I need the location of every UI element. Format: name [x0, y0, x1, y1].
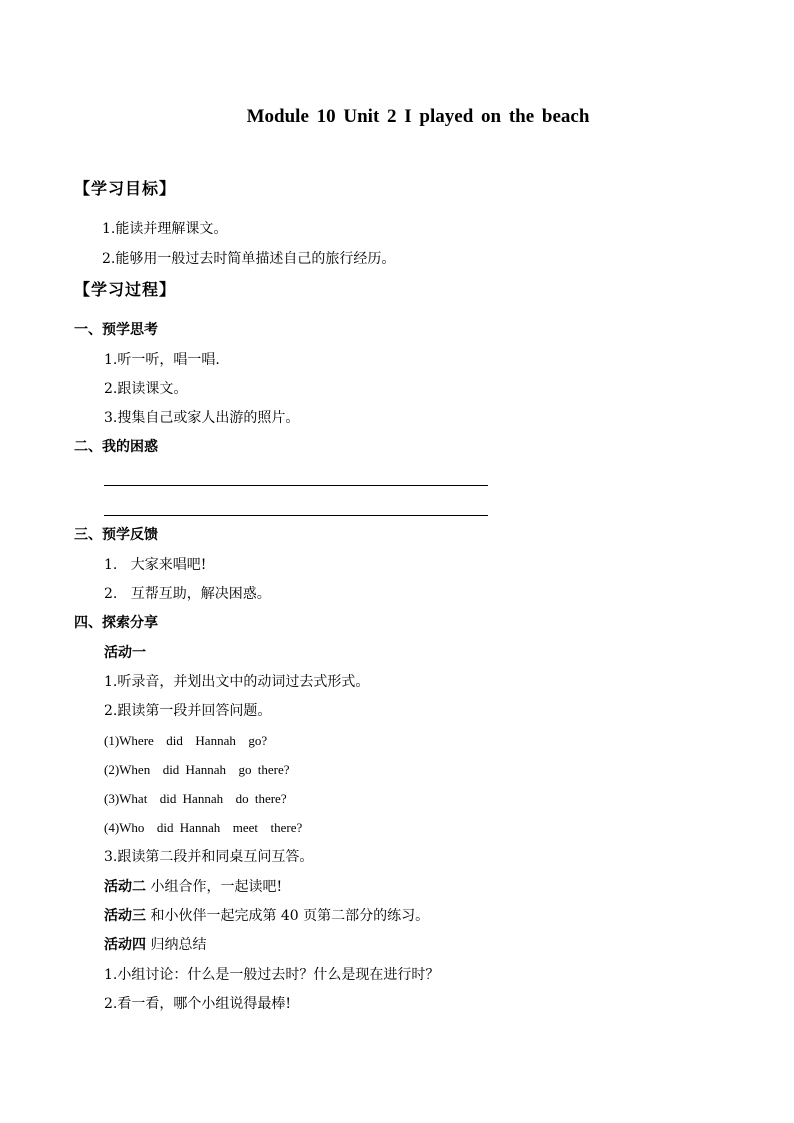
section-3-item-1: 1. 大家来唱吧! [104, 557, 207, 573]
activity-4-item-1: 1.小组讨论：什么是一般过去时？什么是现在进行时？ [104, 967, 440, 983]
section-3-item-2: 2. 互帮互助，解决困惑。 [104, 586, 271, 602]
activity-4-row [104, 936, 206, 954]
activity-3-row [104, 907, 429, 925]
activity-4-text: 归纳总结 [150, 937, 207, 953]
activity-4-item-2: 2.看一看，哪个小组说得最棒! [104, 996, 291, 1012]
goal-item-1: 1.能读并理解课文。 [102, 221, 228, 237]
question-4: (4)Who did Hannah meet there? [104, 820, 303, 835]
goals-heading: 【学习目标】 [74, 179, 177, 198]
activity-3-text: 和小伙伴一起完成第 40 页第二部分的练习。 [150, 908, 430, 924]
question-3: (3)What did Hannah do there? [104, 791, 287, 806]
answer-line-2[interactable] [104, 515, 488, 516]
question-2: (2)When did Hannah go there? [104, 762, 290, 777]
activity-2-text: 小组合作，一起读吧! [150, 879, 283, 895]
activity-2-row [104, 878, 282, 896]
section-1-item-3: 3.搜集自己或家人出游的照片。 [104, 410, 300, 426]
question-1: (1)Where did Hannah go? [104, 733, 268, 748]
section-1-item-2: 2.跟读课文。 [104, 381, 188, 397]
section-1-item-1: 1.听一听，唱一唱. [104, 352, 220, 368]
activity-2-label: 活动二 [104, 879, 146, 895]
activity-4-label: 活动四 [104, 937, 146, 953]
activity-1-after: 3.跟读第二段并和同桌互问互答。 [104, 849, 314, 865]
answer-line-1[interactable] [104, 485, 488, 486]
section-3-heading: 三、预学反馈 [74, 527, 158, 543]
activity-1-label: 活动一 [104, 645, 146, 661]
activity-1-item-1: 1.听录音，并划出文中的动词过去式形式。 [104, 674, 370, 690]
page-title: Module 10 Unit 2 I played on the beach [246, 106, 590, 127]
activity-1-item-2: 2.跟读第一段并回答问题。 [104, 703, 272, 719]
goal-item-2: 2.能够用一般过去时简单描述自己的旅行经历。 [102, 251, 396, 267]
section-2-heading: 二、我的困惑 [74, 439, 158, 455]
activity-3-label: 活动三 [104, 908, 146, 924]
process-heading: 【学习过程】 [74, 280, 177, 299]
section-1-heading: 一、预学思考 [74, 322, 158, 338]
section-4-heading: 四、探索分享 [74, 615, 158, 631]
